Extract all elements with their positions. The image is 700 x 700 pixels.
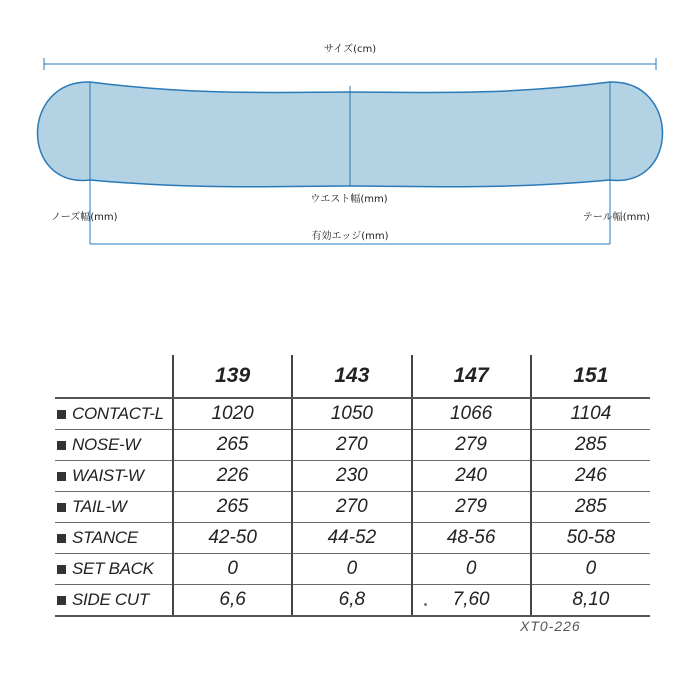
table-cell: 265 [173,492,292,523]
size-header-143: 143 [292,355,411,398]
table-cell: 48-56 [412,523,531,554]
table-cell: 1066 [412,398,531,430]
row-label: SET BACK [72,559,154,578]
row-header [55,554,173,585]
table-cell: 6,6 [173,585,292,617]
size-header-139: 139 [173,355,292,398]
row-header [55,585,173,617]
table-cell: 279 [412,430,531,461]
square-bullet-icon [57,596,66,605]
row-header [55,398,173,430]
table-cell: 7,60 [412,585,531,617]
table-row [55,461,650,492]
table-cell: 0 [173,554,292,585]
table-row [55,554,650,585]
table-row [55,523,650,554]
cropped-footer-text: XT0-226 [520,618,581,634]
table-row [55,585,650,617]
row-header [55,461,173,492]
row-label: NOSE-W [72,435,141,454]
table-cell: 0 [412,554,531,585]
table-cell: 44-52 [292,523,411,554]
row-header [55,430,173,461]
table-cell: 6,8 [292,585,411,617]
row-label: TAIL-W [72,497,127,516]
table-cell: 279 [412,492,531,523]
row-label: SIDE CUT [72,590,149,609]
table-cell: 0 [531,554,650,585]
square-bullet-icon [57,410,66,419]
waist-label: ウエスト幅(mm) [310,194,388,205]
size-header-147: 147 [412,355,531,398]
tail-label: テール幅(mm) [582,212,650,223]
edge-label: 有効エッジ(mm) [311,231,389,242]
table-cell: 265 [173,430,292,461]
table-cell: 1104 [531,398,650,430]
corner-cell [55,355,173,398]
table-cell: 270 [292,492,411,523]
size-header-151: 151 [531,355,650,398]
table-row [55,398,650,430]
table-cell: 246 [531,461,650,492]
stray-dot [424,603,427,606]
table-cell: 1050 [292,398,411,430]
table-cell: 240 [412,461,531,492]
table-cell: 0 [292,554,411,585]
square-bullet-icon [57,565,66,574]
row-label: STANCE [72,528,138,547]
square-bullet-icon [57,503,66,512]
row-label: CONTACT-L [72,404,164,423]
table-cell: 8,10 [531,585,650,617]
table-cell: 285 [531,492,650,523]
square-bullet-icon [57,534,66,543]
row-label: WAIST-W [72,466,144,485]
size-header-row [55,355,650,398]
row-header [55,523,173,554]
table-row [55,430,650,461]
table-cell: 285 [531,430,650,461]
table-cell: 50-58 [531,523,650,554]
nose-label: ノーズ幅(mm) [51,212,118,223]
square-bullet-icon [57,472,66,481]
table-cell: 270 [292,430,411,461]
size-label: サイズ(cm) [323,44,377,55]
table-cell: 1020 [173,398,292,430]
spec-table-container [55,355,650,610]
table-cell: 226 [173,461,292,492]
square-bullet-icon [57,441,66,450]
table-row [55,492,650,523]
snowboard-diagram [0,0,700,260]
table-cell: 42-50 [173,523,292,554]
table-cell: 230 [292,461,411,492]
row-header [55,492,173,523]
spec-table [55,355,650,617]
